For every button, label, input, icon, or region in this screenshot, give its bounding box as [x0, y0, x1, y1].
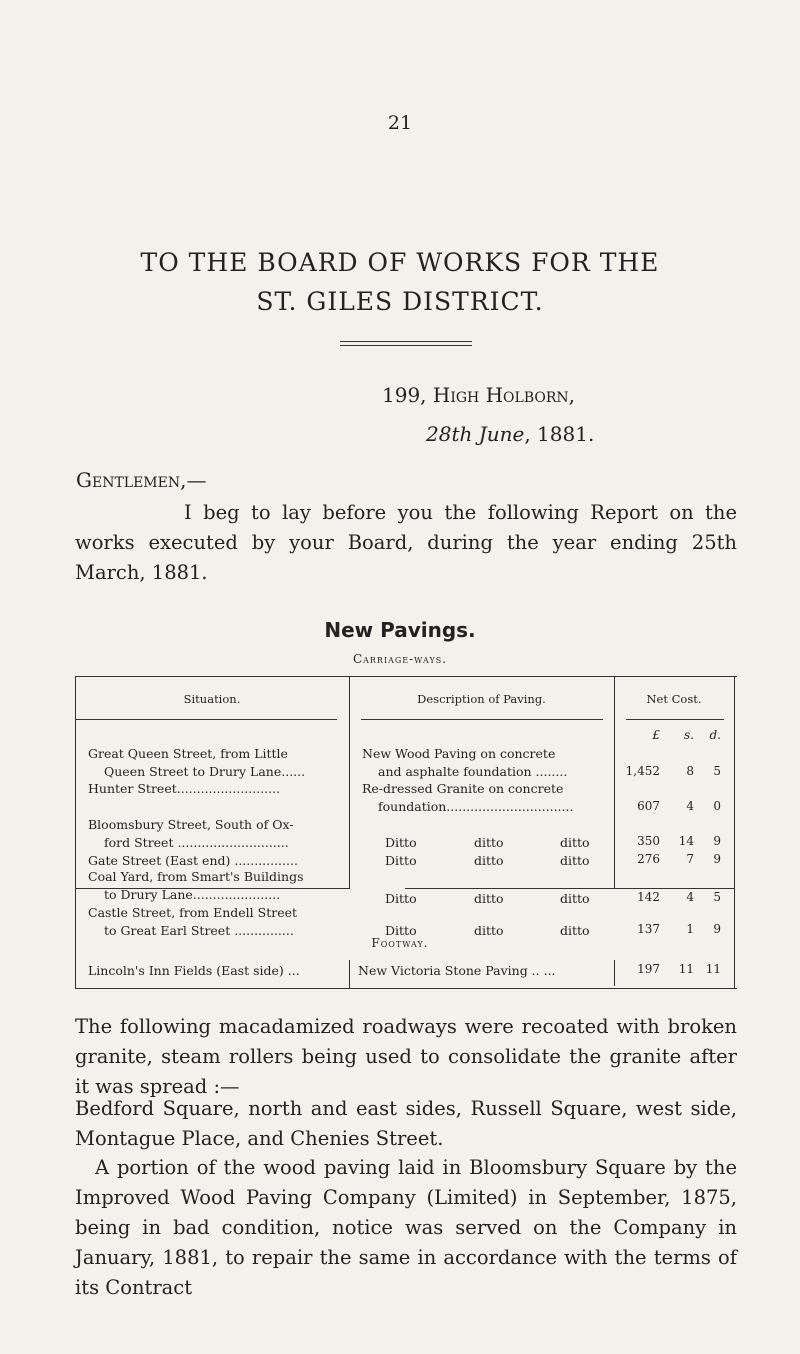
pence-cell: 9	[713, 922, 721, 936]
shillings-cell: 7	[686, 852, 694, 866]
shillings-unit: s.	[684, 728, 694, 742]
pence-cell: 11	[705, 962, 721, 976]
pounds-cell: 607	[637, 799, 660, 813]
shillings-cell: 1	[686, 922, 694, 936]
paragraph-recoated: The following macadamized roadways were recoated with broken granite, steam rollers being used to consolidate the granite after it was spread :—	[75, 1015, 737, 1098]
description-line: foundation................................	[378, 799, 574, 814]
section-subheading: Carriage-ways.	[352, 652, 448, 666]
footway-description: New Victoria Stone Paving .. ...	[358, 963, 556, 978]
header-rule	[626, 719, 724, 720]
column-rule	[614, 676, 615, 888]
table-bottom-rule	[75, 988, 737, 989]
pence-cell: 5	[713, 890, 721, 904]
ditto-cell: ditto	[560, 891, 590, 906]
pounds-cell: 350	[637, 834, 660, 848]
pounds-unit: £	[652, 728, 660, 742]
title-line-1: TO THE BOARD OF WORKS FOR THE	[140, 248, 660, 277]
page-number: 21	[387, 112, 413, 134]
footway-heading: Footway.	[371, 936, 429, 950]
ditto-cell: ditto	[560, 853, 590, 868]
ditto-cell: ditto	[474, 923, 504, 938]
pounds-cell: 276	[637, 852, 660, 866]
ditto-cell: Ditto	[385, 853, 417, 868]
pence-cell: 9	[713, 852, 721, 866]
date-year: , 1881.	[524, 422, 595, 446]
situation-line: Hunter Street..........................	[88, 781, 281, 796]
ditto-cell: ditto	[560, 923, 590, 938]
divider-rule	[340, 341, 472, 342]
table-top-rule	[75, 676, 737, 677]
title-line-2: ST. GILES DISTRICT.	[256, 287, 544, 316]
description-line: and asphalte foundation ........	[378, 764, 568, 779]
salutation: Gentlemen,—	[76, 468, 207, 492]
pence-unit: d.	[709, 728, 721, 742]
header-description: Description of Paving.	[417, 692, 546, 706]
table-row	[88, 745, 305, 781]
letter-date	[426, 422, 594, 446]
table-row	[88, 816, 294, 852]
situation-line: Coal Yard, from Smart's Buildings	[88, 869, 304, 884]
pence-cell: 5	[713, 764, 721, 778]
description-line: New Wood Paving on concrete	[362, 746, 556, 761]
pounds-cell: 137	[637, 922, 660, 936]
pounds-cell: 197	[637, 962, 660, 976]
header-situation: Situation.	[183, 692, 241, 706]
situation-line: Queen Street to Drury Lane......	[104, 764, 306, 779]
table-row	[88, 780, 280, 798]
header-rule	[75, 719, 337, 720]
date-day: 28th June	[426, 422, 525, 446]
intro-paragraph: I beg to lay before you the following Report on the works executed by your Board, during the year ending 25th March, 1881.	[75, 501, 737, 584]
ditto-cell: ditto	[474, 835, 504, 850]
situation-line: to Great Earl Street ...............	[104, 923, 294, 938]
ditto-cell: ditto	[474, 853, 504, 868]
table-row	[88, 868, 304, 904]
situation-line: ford Street ............................	[104, 835, 289, 850]
situation-line: Gate Street (East end) ................	[88, 853, 298, 868]
paragraph-streets: Bedford Square, north and east sides, Russell Square, west side, Montague Place, and Chenies Street.	[75, 1097, 737, 1150]
footway-rule	[349, 960, 350, 988]
shillings-cell: 4	[686, 799, 694, 813]
description-line: Re-dressed Granite on concrete	[362, 781, 564, 796]
situation-line: Bloomsbury Street, South of Ox-	[88, 817, 294, 832]
address: 199, High Holborn,	[382, 383, 575, 407]
pence-cell: 0	[713, 799, 721, 813]
pounds-cell: 142	[637, 890, 660, 904]
footway-situation: Lincoln's Inn Fields (East side) ...	[88, 963, 300, 978]
situation-line: Great Queen Street, from Little	[88, 746, 288, 761]
ditto-cell: Ditto	[385, 923, 417, 938]
column-rule	[349, 676, 350, 888]
section-heading: New Pavings.	[324, 618, 476, 642]
footway-rule	[614, 960, 615, 986]
carriage-end-rule	[405, 888, 734, 889]
ditto-cell: Ditto	[385, 891, 417, 906]
description-cell	[362, 780, 573, 816]
shillings-cell: 11	[678, 962, 694, 976]
ditto-cell: ditto	[474, 891, 504, 906]
shillings-cell: 14	[678, 834, 694, 848]
divider-rule	[340, 345, 472, 346]
description-cell	[362, 745, 567, 781]
shillings-cell: 8	[686, 764, 694, 778]
ditto-cell: Ditto	[385, 835, 417, 850]
pence-cell: 9	[713, 834, 721, 848]
table-row	[88, 904, 297, 940]
pounds-cell: 1,452	[625, 764, 660, 778]
ditto-cell: ditto	[560, 835, 590, 850]
header-rule	[361, 719, 603, 720]
situation-line: to Drury Lane......................	[104, 887, 281, 902]
header-cost: Net Cost.	[646, 692, 702, 706]
paragraph-wood-paving: A portion of the wood paving laid in Bloomsbury Square by the Improved Wood Paving Company (Limited) in September, 1875, being in bad condition, notice was served on the Company in January, 1881, to repair the same in accordance with the terms of its Contract	[75, 1156, 737, 1299]
shillings-cell: 4	[686, 890, 694, 904]
situation-line: Castle Street, from Endell Street	[88, 905, 298, 920]
